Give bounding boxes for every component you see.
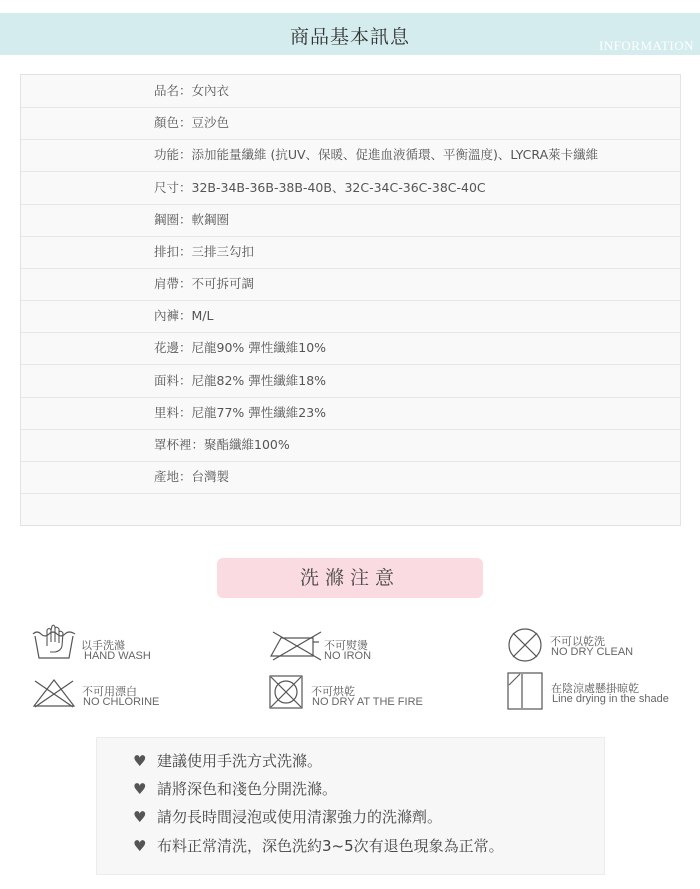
care-label-en: NO IRON xyxy=(324,650,372,662)
care-label-zh: 不可用漂白 xyxy=(82,685,137,698)
spec-row xyxy=(21,461,680,494)
no-tumble-dry-icon xyxy=(268,674,304,710)
care-label-zh: 在陰涼處懸掛晾乾 xyxy=(551,682,639,695)
no-chlorine-icon xyxy=(31,677,77,709)
spec-text: 里料：尼龍77% 彈性纖維23% xyxy=(154,405,327,420)
spec-row xyxy=(21,365,680,398)
wash-note xyxy=(133,749,322,773)
wash-note xyxy=(133,805,442,829)
spec-row xyxy=(21,236,680,269)
spec-row xyxy=(21,204,680,237)
spec-row xyxy=(21,75,680,108)
spec-text: 產地：台灣製 xyxy=(154,469,230,484)
care-section-title: 洗滌注意 xyxy=(299,567,400,589)
spec-row xyxy=(21,397,680,430)
care-label-en: NO DRY AT THE FIRE xyxy=(312,696,423,708)
care-label-en: Line drying in the shade xyxy=(552,693,669,705)
care-label-en: NO CHLORINE xyxy=(83,696,160,708)
wash-note-text: 請勿長時間浸泡或使用清潔強力的洗滌劑。 xyxy=(157,808,443,826)
spec-row xyxy=(21,107,680,140)
line-dry-shade-icon xyxy=(506,671,544,711)
spec-text: 內褲：M/L xyxy=(154,308,214,323)
spec-text: 尺寸：32B-34B-36B-38B-40B、32C-34C-36C-38C-40C xyxy=(154,180,486,195)
spec-table xyxy=(20,74,681,526)
spec-text: 罩杯裡：聚酯纖維100% xyxy=(154,437,290,452)
spec-text: 肩帶：不可拆可調 xyxy=(154,276,255,291)
heart-icon: ♥ xyxy=(133,752,147,770)
spec-row xyxy=(21,139,680,172)
hand-wash-icon xyxy=(31,624,77,662)
spec-text: 面料：尼龍82% 彈性纖維18% xyxy=(154,373,327,388)
spec-text: 顏色：豆沙色 xyxy=(154,115,230,130)
wash-note xyxy=(133,777,337,801)
wash-note-text: 布料正常清洗，深色洗約3~5次有退色現象為正常。 xyxy=(157,837,504,855)
care-label-zh: 以手洗滌 xyxy=(81,639,125,652)
care-label-zh: 不可烘乾 xyxy=(311,685,355,698)
spec-text: 排扣：三排三勾扣 xyxy=(154,244,255,259)
care-label-zh: 不可熨燙 xyxy=(324,639,368,652)
wash-note xyxy=(133,834,504,858)
no-dry-clean-icon xyxy=(506,626,544,664)
heart-icon: ♥ xyxy=(133,780,147,798)
spec-row xyxy=(21,268,680,301)
spec-row xyxy=(21,429,680,462)
no-iron-icon xyxy=(269,630,323,662)
care-label-en: NO DRY CLEAN xyxy=(551,646,634,658)
spec-row xyxy=(21,332,680,365)
care-label-zh: 不可以乾洗 xyxy=(550,635,605,648)
spec-text: 功能：添加能量纖維 (抗UV、保暖、促進血液循環、平衡溫度)、LYCRA萊卡纖維 xyxy=(154,147,599,162)
spec-row xyxy=(21,172,680,205)
heart-icon: ♥ xyxy=(133,808,147,826)
spec-text: 品名：女內衣 xyxy=(154,83,230,98)
wash-note-text: 請將深色和淺色分開洗滌。 xyxy=(157,780,338,798)
spec-text: 花邊：尼龍90% 彈性纖維10% xyxy=(154,340,327,355)
spec-text: 鋼圈：軟鋼圈 xyxy=(154,212,230,227)
care-label-en: HAND WASH xyxy=(84,650,151,662)
heart-icon: ♥ xyxy=(133,837,147,855)
spec-row xyxy=(21,300,680,333)
page-title: 商品基本訊息 xyxy=(289,26,410,48)
page-subtitle-en: INFORMATION xyxy=(598,38,694,53)
wash-note-text: 建議使用手洗方式洗滌。 xyxy=(157,752,323,770)
